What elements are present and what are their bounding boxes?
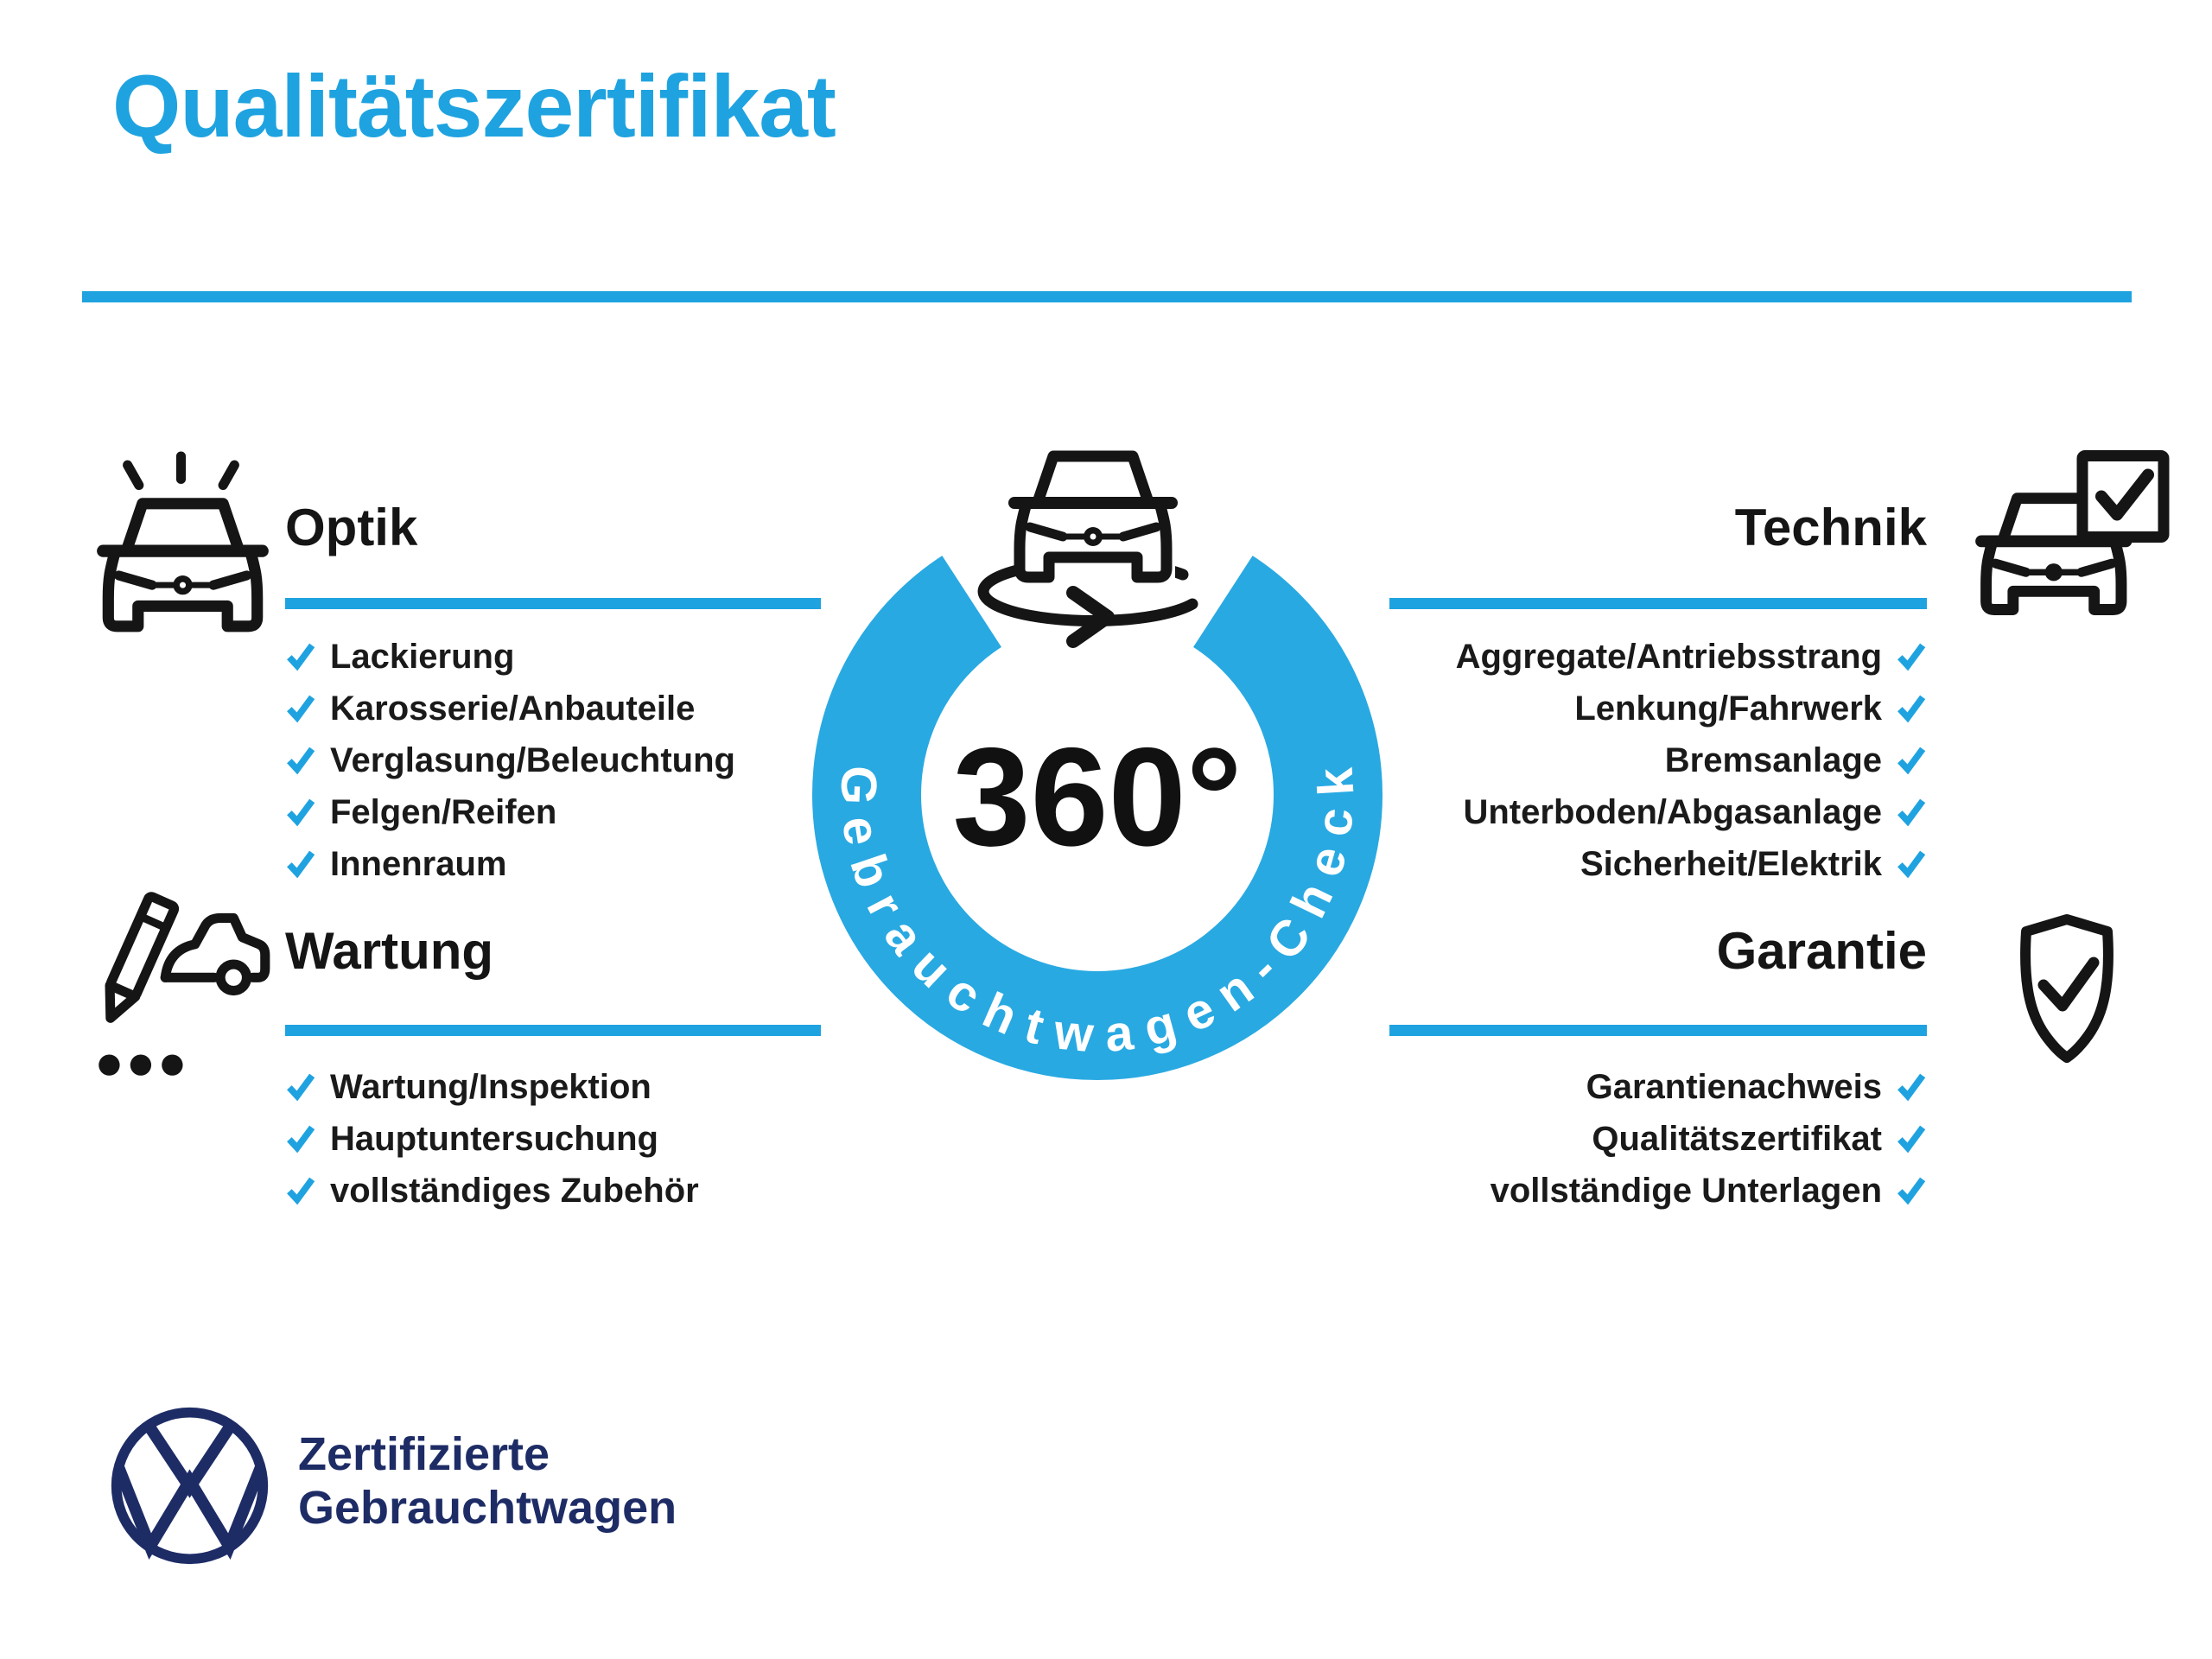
footer-brand-line2: Gebrauchtwagen [298, 1482, 677, 1534]
check-item-label: Qualitätszertifikat [1592, 1119, 1882, 1158]
check-item-label: Aggregate/Antriebsstrang [1455, 637, 1882, 676]
section-rule-garantie [1389, 1025, 1927, 1036]
check-item [285, 1165, 823, 1217]
check-item-label: Sicherheit/Elektrik [1580, 844, 1882, 883]
check-icon [1896, 1123, 1927, 1154]
shield-check-icon [1992, 906, 2143, 1083]
check-item [285, 734, 823, 786]
vw-logo [105, 1402, 274, 1570]
check-icon [285, 1071, 316, 1103]
check-item [1389, 1061, 1927, 1113]
check-item-label: Karosserie/Anbauteile [330, 689, 696, 728]
car-shine-icon [89, 451, 277, 639]
title-divider [82, 291, 2132, 302]
check-item-label: Garantienachweis [1586, 1067, 1882, 1106]
check-item-label: vollständiges Zubehör [330, 1171, 699, 1210]
check-item-label: Wartung/Inspektion [330, 1067, 652, 1106]
check-item-label: Unterboden/Abgasanlage [1463, 792, 1882, 831]
check-item [285, 1061, 823, 1113]
check-item [285, 838, 823, 890]
check-icon [285, 745, 316, 776]
check-icon [1896, 849, 1927, 880]
section-title-technik: Technik [1734, 499, 1927, 556]
check-item [1389, 631, 1927, 683]
section-rule-optik [285, 598, 821, 609]
page-title: Qualitätszertifikat [112, 57, 836, 156]
check-item-label: Lackierung [330, 637, 515, 676]
check-item [1389, 786, 1927, 838]
360-check-badge [804, 432, 1391, 1123]
footer-brand-line1: Zertifizierte [298, 1428, 550, 1480]
check-item-label: Verglasung/Beleuchtung [330, 741, 735, 779]
footer-brand-text [298, 1427, 677, 1535]
section-title-wartung: Wartung [285, 922, 494, 980]
check-icon [285, 1123, 316, 1154]
check-item-label: Felgen/Reifen [330, 792, 557, 831]
check-icon [1896, 641, 1927, 672]
check-item [285, 631, 823, 683]
pencil-car-icon [86, 892, 275, 1089]
check-icon [285, 693, 316, 724]
section-rule-technik [1389, 598, 1927, 609]
check-icon [285, 797, 316, 828]
check-icon [285, 1175, 316, 1206]
section-rule-wartung [285, 1025, 821, 1036]
section-title-garantie: Garantie [1716, 922, 1927, 980]
check-item [285, 1113, 823, 1165]
check-item-label: Lenkung/Fahrwerk [1574, 689, 1882, 728]
check-icon [285, 849, 316, 880]
check-item-label: vollständige Unterlagen [1490, 1171, 1882, 1210]
check-item [1389, 1113, 1927, 1165]
check-item [285, 786, 823, 838]
section-title-optik: Optik [285, 499, 418, 556]
car-checklist-icon [1972, 449, 2177, 638]
check-item [1389, 1165, 1927, 1217]
check-item-label: Hauptuntersuchung [330, 1119, 658, 1158]
check-icon [1896, 797, 1927, 828]
check-item [1389, 683, 1927, 734]
check-icon [1896, 1175, 1927, 1206]
check-item [1389, 838, 1927, 890]
check-icon [1896, 1071, 1927, 1103]
section-list-optik [285, 631, 823, 890]
ring-label: Gebrauchtwagen-Check [830, 764, 1365, 1064]
check-item-label: Bremsanlage [1664, 741, 1882, 779]
section-list-wartung [285, 1061, 823, 1217]
check-item [1389, 734, 1927, 786]
check-icon [1896, 745, 1927, 776]
section-list-technik [1389, 631, 1927, 890]
section-list-garantie [1389, 1061, 1927, 1217]
check-item [285, 683, 823, 734]
degree-label: 360° [952, 719, 1243, 875]
check-item-label: Innenraum [330, 844, 507, 883]
check-icon [285, 641, 316, 672]
check-icon [1896, 693, 1927, 724]
